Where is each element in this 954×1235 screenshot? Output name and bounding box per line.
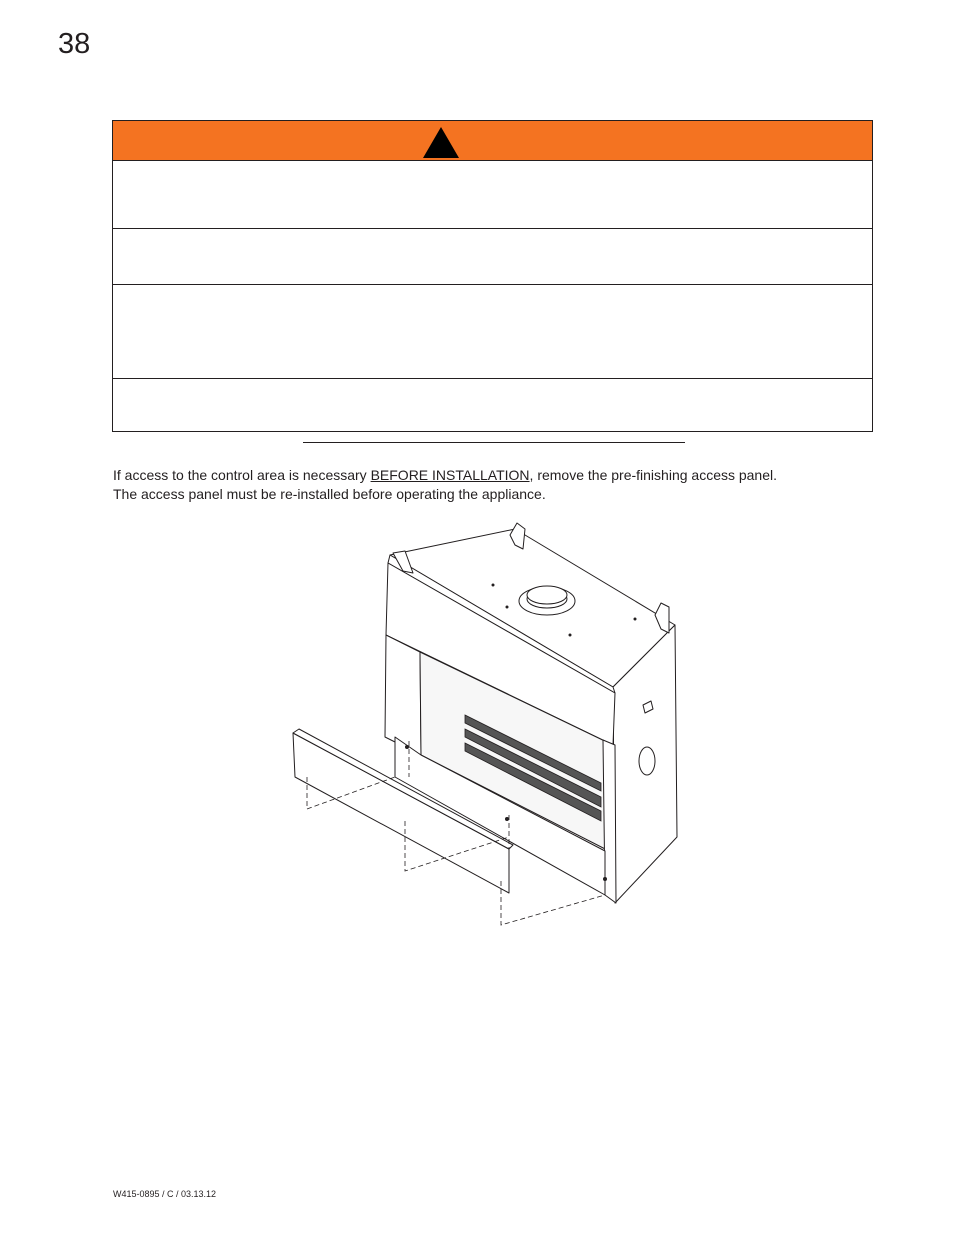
warning-triangle-icon xyxy=(421,125,461,159)
body-text xyxy=(113,466,873,504)
front-left-post xyxy=(385,635,421,755)
before-installation-text: BEFORE INSTALLATION xyxy=(370,467,530,483)
body-line-1 xyxy=(113,466,873,485)
warning-row-1 xyxy=(113,160,872,229)
warning-row-3 xyxy=(113,284,872,379)
body-line-1-start: If access to the control area is necessary xyxy=(113,467,371,483)
warning-row-2 xyxy=(113,228,872,285)
side-knockout xyxy=(639,747,655,775)
document-id: W415-0895 / C / 03.13.12 xyxy=(113,1189,217,1199)
body-line-1-end: , remove the pre-finishing access panel. xyxy=(529,467,778,483)
section-rule xyxy=(303,442,685,443)
warning-header xyxy=(113,121,872,161)
warning-box xyxy=(112,120,873,432)
fireplace-diagram xyxy=(285,515,695,930)
body-line-2: The access panel must be re-installed before operating the appliance. xyxy=(113,486,546,502)
page-number: 38 xyxy=(58,28,91,60)
